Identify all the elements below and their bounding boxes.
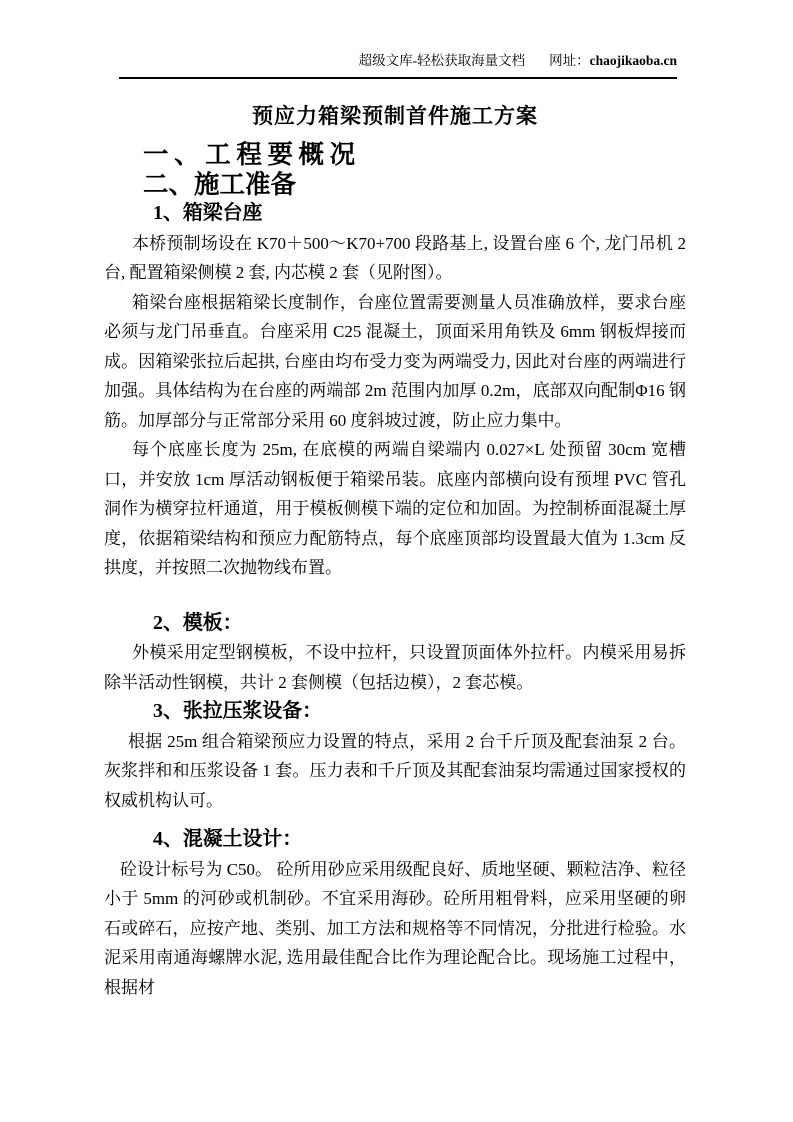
paragraph: 本桥预制场设在 K70＋500～K70+700 段路基上, 设置台座 6 个, 龙门吊机 2 台, 配置箱梁侧模 2 套, 内芯模 2 套（见附图）。 (104, 233, 686, 282)
watermark-text: 超级文库-轻松获取海量文档 (358, 53, 526, 68)
paragraph: 砼设计标号为 C50。 砼所用砂应采用级配良好、质地坚硬、颗粒洁净、粒径小于 5mm 的河砂或机制砂。不宜采用海砂。砼所用粗骨料，应采用坚硬的卵石或碎石，应按产地、类别、加工方法和规格等不同情况，分批进行检验。水泥采用南通海螺牌水泥, 选用最佳配合比作为理论配合比。现场施工过程中，根据材 (104, 859, 686, 997)
paragraph: 根据 25m 组合箱梁预应力设置的特点，采用 2 台千斤顶及配套油泵 2 台。灰浆拌和和压浆设备 1 套。压力表和千斤顶及其配套油泵均需通过国家授权的权威机构认可。 (104, 731, 686, 810)
paragraph: 外模采用定型钢模板，不设中拉杆，只设置顶面体外拉杆。内模采用易拆除半活动性钢模，共计 2 套侧模（包括边模），2 套芯模。 (104, 643, 686, 692)
subsection-heading-4: 4、混凝土设计： (153, 828, 303, 850)
subsection-heading-2: 2、模板： (153, 611, 243, 634)
paragraph: 箱梁台座根据箱梁长度制作，台座位置需要测量人员准确放样，要求台座必须与龙门吊垂直。台座采用 C25 混凝土，顶面采用角铁及 6mm 钢板焊接而成。因箱梁张拉后起拱, 台座由均布受力变为两端受力, 因此对台座的两端进行加强。具体结构为在台座的两端部 2m 范围内加厚 0.2m，底部双向配制Φ16 钢筋。加厚部分与正常部分采用 60 度斜坡过渡，防止应力集中。 (104, 292, 686, 430)
document-title: 预应力箱梁预制首件施工方案 (252, 104, 538, 128)
section-heading-1: 一、工程要概况 (143, 140, 361, 169)
site-url-label: 网址： (549, 53, 590, 68)
page-header (359, 52, 677, 70)
subsection-heading-1: 1、箱梁台座 (153, 202, 263, 224)
header-divider (119, 77, 677, 79)
subsection-heading-3: 3、张拉压浆设备： (153, 700, 322, 722)
section-heading-2: 二、施工准备 (143, 169, 297, 199)
site-url: chaojikaoba.cn (589, 53, 677, 68)
document-body (104, 101, 686, 1002)
paragraph: 每个底座长度为 25m, 在底模的两端自梁端内 0.027×L 处预留 30cm 宽槽口，并安放 1cm 厚活动钢板便于箱梁吊装。底座内部横向设有预埋 PVC 管孔洞作为横穿拉杆通道，用于模板侧模下端的定位和加固。为控制桥面混凝土厚度，依据箱梁结构和预应力配筋特点，每个底座顶部均设置最大值为 1.3cm 反拱度，并按照二次抛物线布置。 (104, 440, 686, 577)
